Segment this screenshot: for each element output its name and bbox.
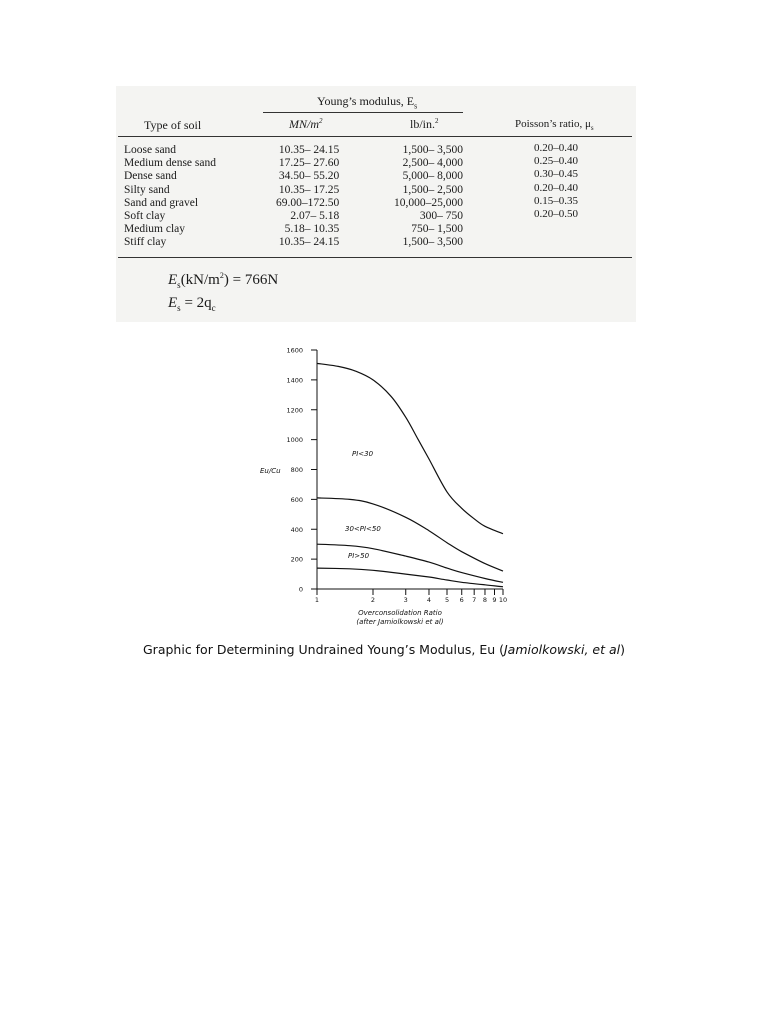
soil-cell: Stiff clay bbox=[124, 236, 167, 249]
y-ticks bbox=[286, 347, 317, 594]
curves bbox=[317, 363, 503, 586]
series-line-1 bbox=[317, 498, 503, 571]
header-soil: Type of soil bbox=[144, 118, 202, 132]
series-line-0 bbox=[317, 363, 503, 533]
mn-cell: 69.00–172.50 bbox=[276, 196, 340, 209]
lb-cell: 1,500– 3,500 bbox=[402, 236, 463, 249]
y-tick-label: 200 bbox=[290, 555, 303, 564]
y-tick-label: 1400 bbox=[286, 376, 303, 385]
soil-cell: Loose sand bbox=[124, 144, 177, 156]
header-mn: $MN/m^2$ bbox=[289, 117, 323, 131]
mn-cell: 10.35– 24.15 bbox=[278, 236, 340, 249]
mn-cell: 34.50– 55.20 bbox=[278, 170, 340, 183]
series-line-3 bbox=[317, 568, 503, 587]
mn-cell: 17.25– 27.60 bbox=[278, 157, 340, 170]
y-tick-label: 1200 bbox=[286, 406, 303, 415]
x-tick-label: 8 bbox=[482, 596, 488, 604]
figure-caption: Graphic for Determining Undrained Young’s Modulus, Eu (Jamiolkowski, et al) bbox=[143, 642, 625, 657]
formula-es-n: $E_s(kN/m^2) = 766N$ bbox=[168, 271, 279, 290]
soil-cell: Dense sand bbox=[124, 170, 177, 183]
poisson-cell: 0.20–0.40 bbox=[534, 142, 578, 154]
x-axis-label: Overconsolidation Ratio bbox=[358, 609, 442, 617]
x-axis-label-note: (after Jamiolkowski et al) bbox=[356, 618, 444, 626]
x-tick-label: 4 bbox=[426, 596, 432, 604]
y-tick-label: 800 bbox=[290, 466, 303, 474]
formula-es-qc: $E_s = 2q_c$ bbox=[168, 295, 216, 313]
soil-cell: Medium clay bbox=[124, 223, 185, 236]
poisson-cell: 0.25–0.40 bbox=[534, 155, 578, 168]
x-tick-label: 7 bbox=[472, 596, 477, 604]
y-axis-label: Eu/Cu bbox=[260, 467, 281, 475]
poisson-cell: 0.20–0.50 bbox=[534, 208, 578, 221]
series-line-2 bbox=[317, 544, 503, 582]
lb-cell: 750– 1,500 bbox=[411, 223, 463, 236]
y-tick-label: 400 bbox=[290, 525, 303, 534]
mn-cell: 10.35– 17.25 bbox=[278, 183, 340, 196]
x-tick-label: 10 bbox=[498, 596, 508, 604]
poisson-cell: 0.30–0.45 bbox=[534, 168, 578, 181]
lb-cell: 5,000– 8,000 bbox=[402, 170, 463, 183]
header-lb: lb/in.$^2$ bbox=[410, 117, 439, 131]
y-tick-label: 0 bbox=[298, 585, 303, 594]
poisson-cell: 0.15–0.35 bbox=[534, 194, 578, 207]
lb-cell: 2,500– 4,000 bbox=[402, 157, 463, 170]
lb-cell: 1,500– 2,500 bbox=[402, 183, 463, 196]
lb-cell: 10,000–25,000 bbox=[394, 196, 463, 209]
series-label-pi-lt-30: PI<30 bbox=[352, 450, 374, 458]
mn-cell: 10.35– 24.15 bbox=[278, 144, 340, 156]
group-header: Young’s modulus, $E_s$ bbox=[317, 94, 418, 111]
y-tick-label: 600 bbox=[290, 495, 303, 504]
x-tick-label: 1 bbox=[314, 596, 320, 604]
x-tick-label: 5 bbox=[444, 596, 450, 604]
series-label-pi-gt-50: PI>50 bbox=[348, 552, 370, 560]
poisson-cell: 0.20–0.40 bbox=[534, 181, 578, 194]
x-tick-label: 2 bbox=[370, 596, 376, 604]
x-ticks bbox=[315, 589, 507, 604]
mn-cell: 2.07– 5.18 bbox=[290, 210, 340, 223]
soil-cell: Silty sand bbox=[124, 183, 170, 196]
lb-cell: 1,500– 3,500 bbox=[402, 144, 463, 156]
mn-cell: 5.18– 10.35 bbox=[284, 223, 340, 236]
lb-cell: 300– 750 bbox=[419, 210, 463, 223]
y-tick-label: 1600 bbox=[286, 346, 303, 355]
y-tick-label: 1000 bbox=[286, 436, 303, 445]
soil-cell: Medium dense sand bbox=[124, 157, 216, 170]
soil-cell: Soft clay bbox=[124, 210, 166, 223]
x-tick-label: 9 bbox=[492, 596, 497, 604]
series-label-pi-30-50: 30<PI<50 bbox=[345, 525, 381, 533]
x-tick-label: 3 bbox=[403, 596, 408, 604]
header-poisson: Poisson’s ratio, $\mu_s$ bbox=[515, 118, 594, 133]
soil-cell: Sand and gravel bbox=[124, 196, 199, 209]
x-tick-label: 6 bbox=[459, 596, 464, 604]
